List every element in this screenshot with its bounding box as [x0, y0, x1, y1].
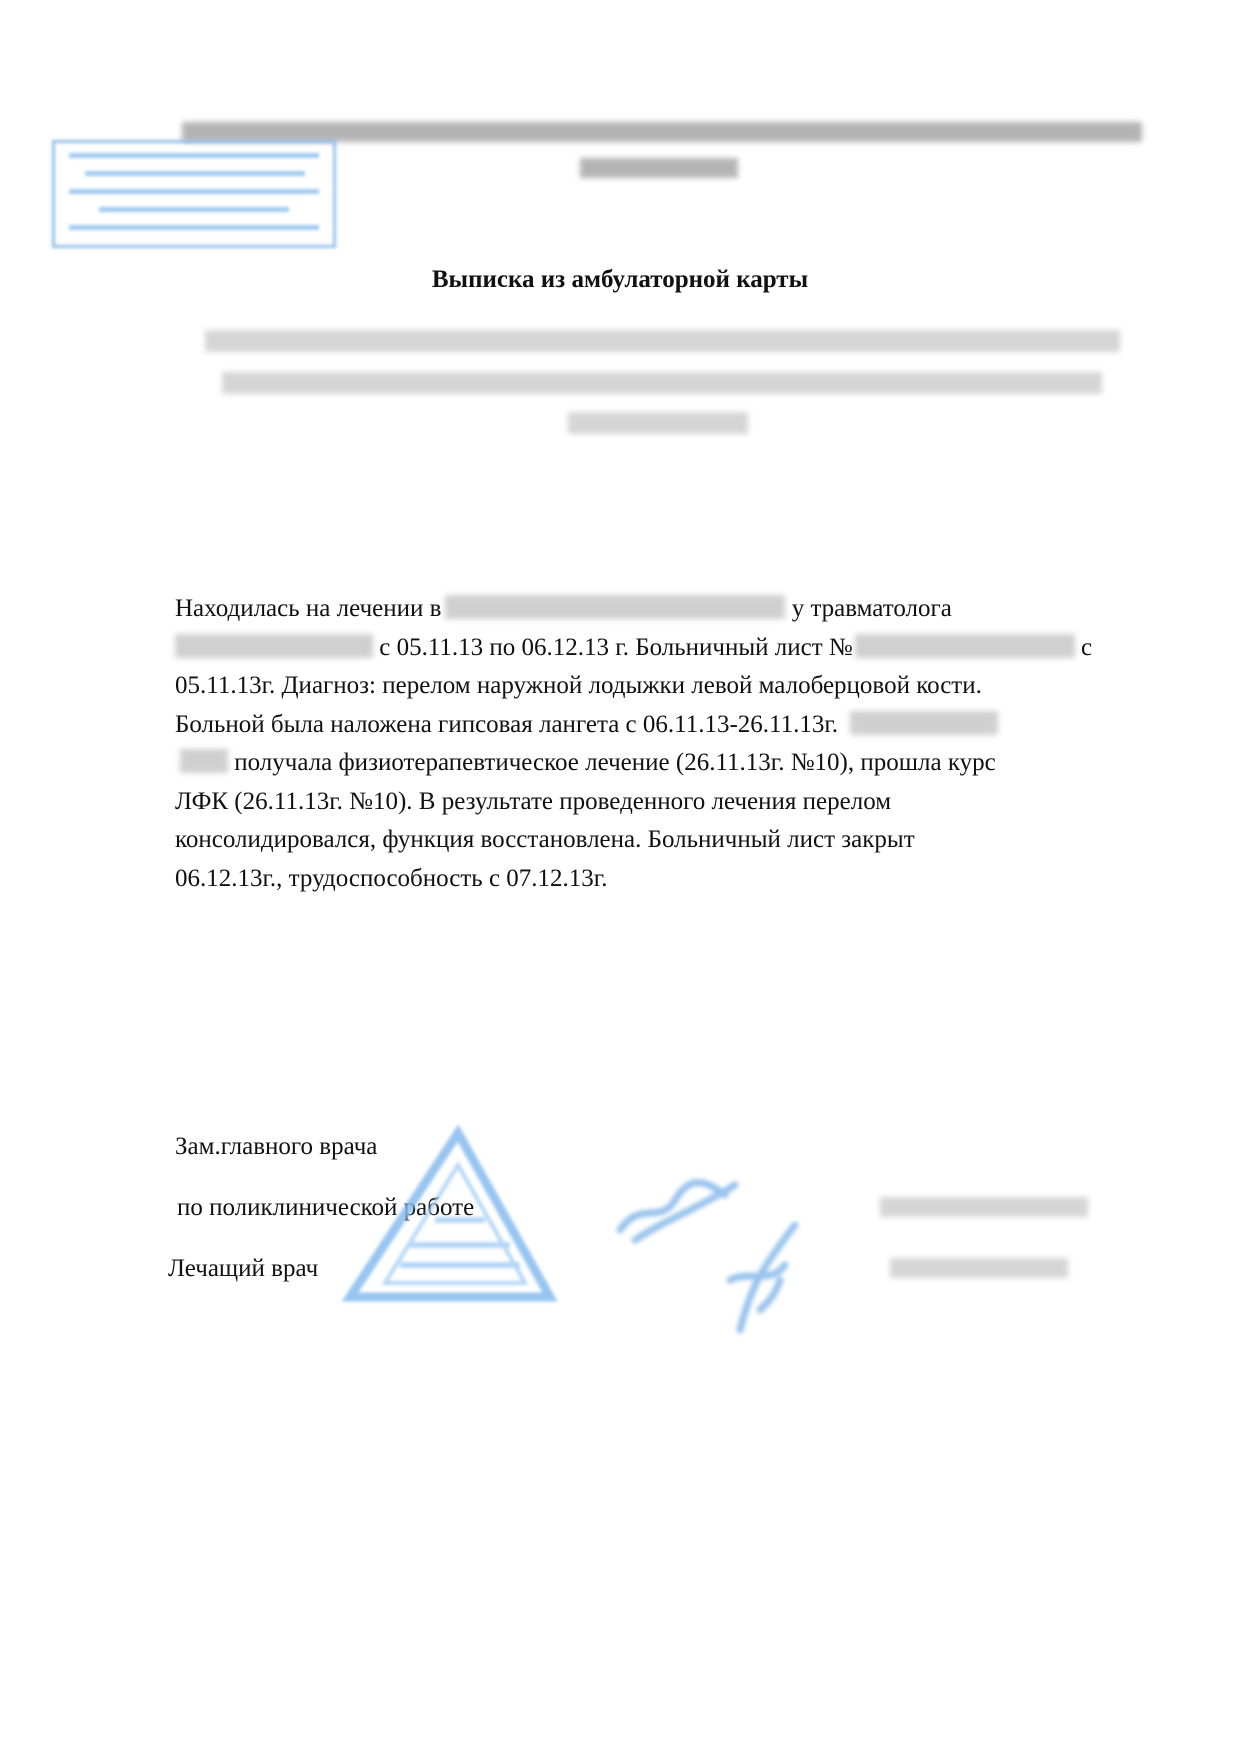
redacted-sick-leave-number — [855, 634, 1075, 658]
attending-doctor-label: Лечащий врач — [168, 1255, 319, 1282]
triangular-stamp — [340, 1125, 560, 1315]
body-line-2: с 05.11.13 по 06.12.13 г. Больничный лист № с — [175, 629, 1135, 668]
redacted-doctor-name — [175, 634, 373, 658]
body-line-7: консолидировался, функция восстановлена. Больничный лист закрыт — [175, 826, 915, 853]
body-line-1: Находилась на лечении в у травматолога — [175, 595, 952, 622]
redacted-attending-name — [890, 1258, 1068, 1278]
redacted-institution-name — [182, 122, 1142, 142]
body-paragraph — [175, 590, 1135, 898]
redacted-institution-name-2 — [580, 158, 738, 178]
redacted-clinic — [445, 595, 785, 619]
outpatient-work-label: по поликлинической работе — [177, 1194, 475, 1221]
body-line-8: 06.12.13г., трудоспособность с 07.12.13г. — [175, 864, 608, 892]
redacted-patient-initials — [180, 749, 228, 773]
document-title: Выписка из амбулаторной карты — [431, 266, 809, 293]
redacted-patient-surname — [850, 711, 998, 735]
deputy-chief-label: Зам.главного врача — [175, 1133, 378, 1160]
rectangular-stamp — [52, 140, 336, 248]
redacted-patient-info-line1 — [205, 330, 1120, 352]
body-line-3: 05.11.13г. Диагноз: перелом наружной лодыжки левой малоберцовой кости. — [175, 672, 982, 699]
redacted-patient-info-line2 — [222, 372, 1102, 394]
body-line-6: ЛФК (26.11.13г. №10). В результате проведенного лечения перелом — [175, 787, 892, 815]
redacted-deputy-name — [880, 1197, 1088, 1217]
redacted-patient-info-line3 — [568, 412, 748, 434]
body-line-5: получала физиотерапевтическое лечение (26.11.13г. №10), прошла курс — [175, 744, 1135, 783]
body-line-4: Больной была наложена гипсовая лангета с 06.11.13-26.11.13г. — [175, 706, 1135, 745]
attending-signature — [700, 1210, 820, 1340]
